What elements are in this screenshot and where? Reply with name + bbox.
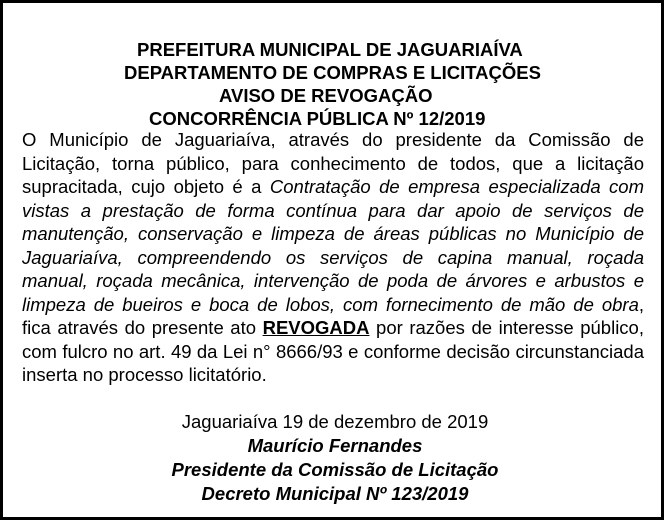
revoked-keyword: REVOGADA — [262, 317, 370, 338]
body-closing: por razões de interesse público, com fulcro no art. 49 da Lei n° 8666/93 e conforme decisão circunstanciada inserta no processo licitatório. — [22, 317, 644, 385]
notice-title: AVISO DE REVOGAÇÃO — [219, 85, 433, 106]
decree-reference: Decreto Municipal Nº 123/2019 — [201, 483, 469, 504]
signer-name: Maurício Fernandes — [247, 435, 423, 456]
contract-object: Contratação de empresa especializada com vistas a prestação de forma contínua para dar apoio de serviços de manutenção, conservação e limpeza de áreas públicas no Município de Jaguariaíva, compreendendo os serviços de capina manual, roçada manual, roçada mecânica, intervenção de poda de árvores e arbustos e limpeza de bueiros e boca de lobos, com fornecimento de mão de obra — [22, 176, 644, 315]
body-middle: , fica através do presente ato — [22, 293, 644, 338]
body-intro: O Município de Jaguariaíva, através do presidente da Comissão de Licitação, torna público, para conhecimento de todos, que a licitação supracitada, cujo objeto é a — [22, 129, 644, 197]
notice-body — [22, 128, 644, 387]
department-heading: DEPARTAMENTO DE COMPRAS E LICITAÇÕES — [124, 62, 541, 83]
place-and-date: Jaguariaíva 19 de dezembro de 2019 — [181, 411, 489, 432]
signer-role: Presidente da Comissão de Licitação — [171, 459, 499, 480]
municipality-heading: PREFEITURA MUNICIPAL DE JAGUARIAÍVA — [137, 39, 523, 60]
tender-number: CONCORRÊNCIA PÚBLICA Nº 12/2019 — [149, 108, 486, 129]
